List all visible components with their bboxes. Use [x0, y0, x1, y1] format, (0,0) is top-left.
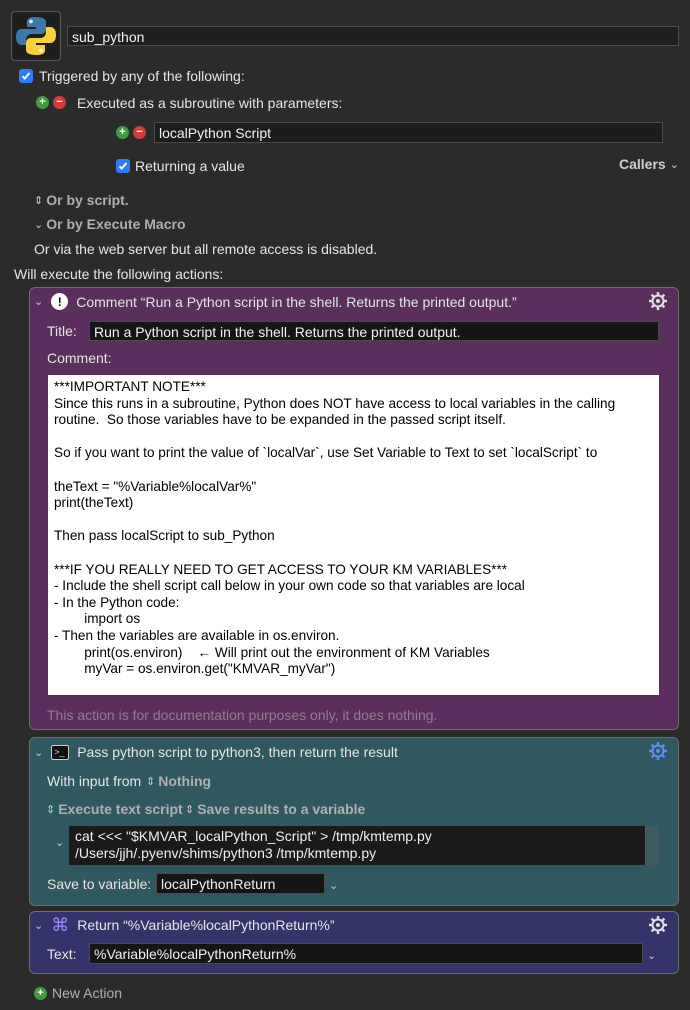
save-variable-menu-chevron-icon[interactable]: ⌄	[329, 880, 339, 892]
actions-heading: Will execute the following actions:	[14, 266, 224, 282]
return-action-header[interactable]	[34, 917, 335, 933]
execute-mode-value: Execute text script	[58, 801, 183, 817]
remove-parameter-button[interactable]: −	[133, 126, 146, 139]
comment-label: Comment:	[47, 350, 112, 366]
command-key-icon: ⌘	[51, 915, 70, 935]
save-to-variable-label: Save to variable:	[47, 876, 152, 892]
script-collapse-chevron-icon[interactable]: ⌄	[55, 837, 65, 849]
collapse-chevron-icon[interactable]: ⌄	[34, 919, 44, 932]
or-by-script-toggle[interactable]	[34, 192, 129, 208]
updown-chevron-icon: ⇕	[146, 775, 156, 788]
returning-label: Returning a value	[135, 158, 245, 174]
shell-gear-icon[interactable]	[648, 741, 668, 764]
add-parameter-button[interactable]: +	[116, 126, 129, 139]
or-by-execute-macro-toggle[interactable]	[34, 216, 186, 232]
or-by-script-label: Or by script.	[46, 192, 129, 208]
plus-icon: +	[34, 987, 47, 1000]
with-input-label: With input from	[47, 773, 142, 789]
comment-text-area[interactable]: ***IMPORTANT NOTE*** Since this runs in a subroutine, Python does NOT have access to local variables in the calling routine. So those variables have to be expanded in the passed script itself. So if you want to print the value of `localVar`, use Set Variable to Text to set `localScript` to theText = "%Variable%localVar%" print(theText) Then pass localScript to sub_Python ***IF YOU REALLY NEED TO GET ACCESS TO YOUR KM VARIABLES*** - Include the shell script call below in your own code so that variables are local - In the Python code: import os - Then the variables are available in os.environ. print(os.environ) ← Will print out the environment of KM Variables myVar = os.environ.get("KMVAR_myVar")	[48, 375, 659, 695]
return-gear-icon[interactable]	[648, 915, 668, 938]
add-trigger-button[interactable]: +	[36, 96, 49, 109]
return-text-field[interactable]: %Variable%localPythonReturn%	[89, 943, 643, 964]
save-mode-value: Save results to a variable	[197, 801, 366, 817]
macro-icon[interactable]	[11, 11, 61, 61]
chevron-down-icon: ⌄	[669, 158, 679, 171]
with-input-value: Nothing	[158, 773, 212, 789]
callers-menu[interactable]	[619, 156, 679, 172]
macro-name-field[interactable]: sub_python	[67, 26, 679, 46]
or-by-execute-macro-label: Or by Execute Macro	[46, 216, 186, 232]
comment-title-field[interactable]: Run a Python script in the shell. Returns the printed output.	[89, 321, 659, 341]
collapse-chevron-icon[interactable]: ⌄	[34, 746, 44, 759]
comment-header-label: Comment “Run a Python script in the shell. Returns the printed output.”	[76, 293, 517, 310]
python-logo-icon	[14, 14, 58, 58]
shell-action-header[interactable]	[34, 744, 398, 760]
subroutine-label: Executed as a subroutine with parameters:	[77, 95, 343, 111]
new-action-button[interactable]	[34, 985, 122, 1001]
script-scrollbar[interactable]	[645, 826, 659, 865]
returning-checkbox[interactable]	[116, 159, 130, 173]
with-input-popup[interactable]	[146, 773, 211, 789]
new-action-label: New Action	[52, 985, 123, 1001]
save-mode-popup[interactable]	[185, 801, 365, 817]
comment-gear-icon[interactable]	[648, 291, 668, 314]
save-variable-field[interactable]: localPythonReturn	[156, 873, 325, 894]
updown-chevron-icon: ⇕	[185, 803, 195, 816]
triggered-label: Triggered by any of the following:	[39, 68, 245, 84]
chevron-down-icon: ⌄	[34, 218, 44, 231]
updown-chevron-icon: ⇕	[46, 803, 56, 816]
exclamation-icon: !	[51, 293, 68, 310]
updown-chevron-icon: ⇕	[34, 194, 44, 207]
remove-trigger-button[interactable]: −	[53, 96, 66, 109]
collapse-chevron-icon[interactable]: ⌄	[34, 296, 44, 308]
comment-action-header[interactable]	[34, 293, 517, 310]
shell-header-label: Pass python script to python3, then return the result	[77, 744, 398, 760]
return-text-label: Text:	[47, 946, 77, 962]
return-text-menu-chevron-icon[interactable]: ⌄	[647, 950, 657, 962]
terminal-icon: >_	[51, 745, 69, 760]
triggered-checkbox[interactable]	[19, 69, 33, 83]
web-server-note: Or via the web server but all remote access is disabled.	[34, 241, 378, 257]
parameter-field[interactable]: localPython Script	[154, 122, 663, 143]
return-header-label: Return “%Variable%localPythonReturn%”	[77, 917, 335, 933]
comment-footer: This action is for documentation purposes only, it does nothing.	[47, 707, 438, 723]
script-text-area[interactable]: cat <<< "$KMVAR_localPython_Script" > /tmp/kmtemp.py /Users/jjh/.pyenv/shims/python3 /tmp/kmtemp.py	[69, 826, 645, 865]
title-label: Title:	[47, 323, 77, 339]
callers-label: Callers	[619, 156, 666, 172]
execute-mode-popup[interactable]	[46, 801, 183, 817]
